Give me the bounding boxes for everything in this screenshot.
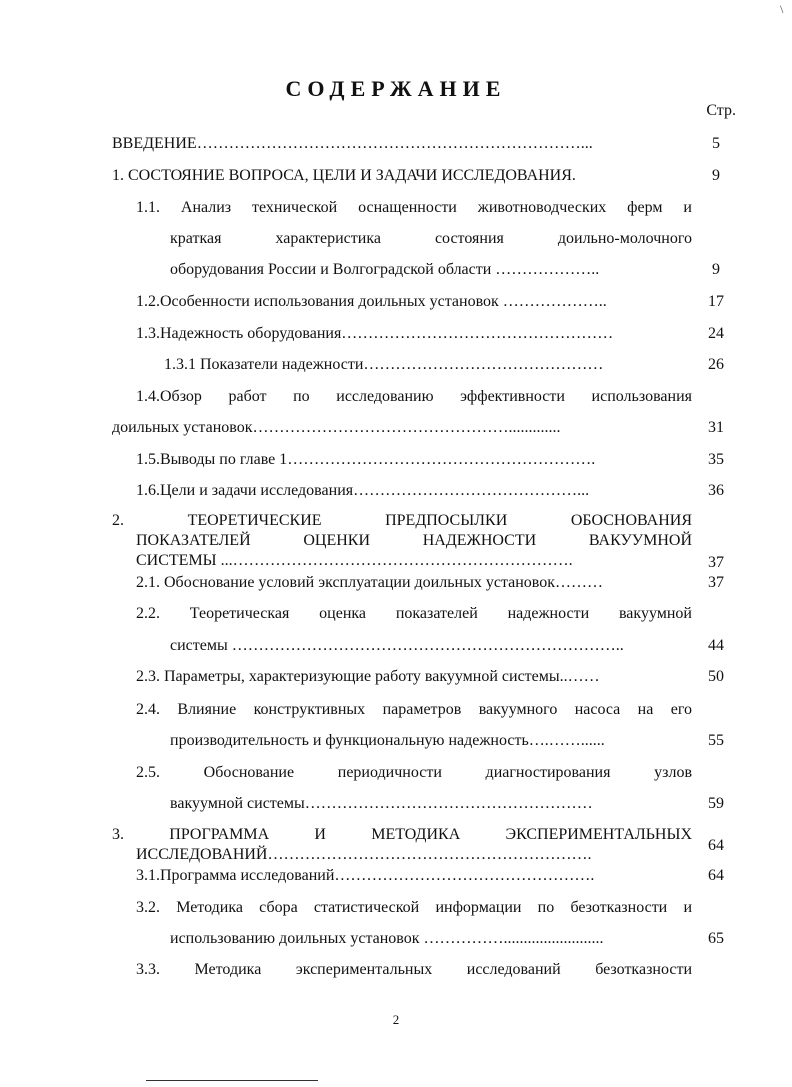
toc-entry: доильных установок…………………………………………............. [112, 419, 561, 436]
toc-entry: 2.2. Теоретическая оценка показателей надежности вакуумной [136, 605, 692, 622]
toc-entry: 3.1.Программа исследований…………………………………………. [136, 867, 595, 884]
toc-chapter-heading: 1. СОСТОЯНИЕ ВОПРОСА, ЦЕЛИ И ЗАДАЧИ ИССЛЕДОВАНИЯ. [112, 167, 576, 184]
toc-entry: 3.2. Методика сбора статистической информации по безотказности и [136, 899, 692, 916]
toc-page-number: 37 [708, 574, 724, 591]
toc-page-number: 35 [708, 451, 724, 468]
toc-entry: 1.1. Анализ технической оснащенности животноводческих ферм и [136, 199, 692, 216]
footer-rule [146, 1080, 318, 1081]
toc-entry: 3.3. Методика экспериментальных исследований безотказности [136, 961, 692, 978]
toc-entry: 1.5.Выводы по главе 1…………………………………………………. [136, 451, 596, 468]
toc-chapter-heading: ИССЛЕДОВАНИЙ……………………………………………………. [136, 846, 592, 863]
toc-page-number: 31 [708, 419, 724, 436]
toc-entry: 2.1. Обоснование условий эксплуатации доильных установок……… [136, 574, 604, 591]
toc-entry: использованию доильных установок ……………......................... [170, 930, 604, 947]
toc-entry: 1.6.Цели и задачи исследования……………………………………... [136, 482, 590, 499]
toc-entry: 1.3.Надежность оборудования…………………………………………… [136, 325, 614, 342]
toc-page-number: 55 [708, 732, 724, 749]
toc-page-number: 65 [708, 930, 724, 947]
toc-entry: 1.3.1 Показатели надежности……………………………………… [164, 356, 604, 373]
toc-page-number: 36 [708, 482, 724, 499]
toc-chapter-heading: 3. ПРОГРАММА И МЕТОДИКА ЭКСПЕРИМЕНТАЛЬНЫХ [112, 826, 692, 843]
toc-page-number: 64 [708, 867, 724, 884]
toc-page-number: 37 [708, 554, 724, 571]
toc-page-number: 26 [708, 356, 724, 373]
toc-entry: оборудования России и Волгоградской области ……………….. [170, 261, 600, 278]
toc-entry: 1.4.Обзор работ по исследованию эффективности использования [136, 388, 692, 405]
toc-chapter-heading: 2. ТЕОРЕТИЧЕСКИЕ ПРЕДПОСЫЛКИ ОБОСНОВАНИЯ [112, 512, 692, 529]
toc-page-number: 44 [708, 637, 724, 654]
toc-page-number: 9 [712, 167, 720, 184]
toc-page-number: 5 [712, 135, 720, 152]
toc-page-number: 24 [708, 325, 724, 342]
toc-entry: ВВЕДЕНИЕ………………………………………………………………... [112, 135, 593, 152]
toc-page-number: 59 [708, 795, 724, 812]
toc-page-number: 17 [708, 293, 724, 310]
toc-entry: 2.3. Параметры, характеризующие работу вакуумной системы..…… [136, 668, 600, 685]
toc-entry: краткая характеристика состояния доильно-молочного [170, 230, 692, 247]
toc-entry: вакуумной системы……………………………………………… [170, 795, 593, 812]
toc-entry: производительность и функциональную надежность….……...... [170, 732, 605, 749]
toc-page-number: 9 [712, 261, 720, 278]
page-title: СОДЕРЖАНИЕ [285, 76, 507, 101]
toc-chapter-heading: ПОКАЗАТЕЛЕЙ ОЦЕНКИ НАДЕЖНОСТИ ВАКУУМНОЙ [136, 532, 692, 549]
toc-entry: 1.2.Особенности использования доильных установок ……………….. [136, 293, 607, 310]
toc-chapter-heading: СИСТЕМЫ ...………………………………………………………. [136, 552, 573, 569]
page-column-header: Стр. [706, 102, 736, 119]
toc-entry: 2.5. Обоснование периодичности диагностирования узлов [136, 764, 692, 781]
toc-entry: 2.4. Влияние конструктивных параметров вакуумного насоса на его [136, 701, 692, 718]
toc-page-number: 50 [708, 668, 724, 685]
toc-page-number: 64 [708, 837, 724, 854]
page-number: 2 [392, 1012, 400, 1027]
toc-entry: системы ……………………………………………………………….. [170, 637, 624, 654]
scan-mark: \ [780, 2, 784, 16]
